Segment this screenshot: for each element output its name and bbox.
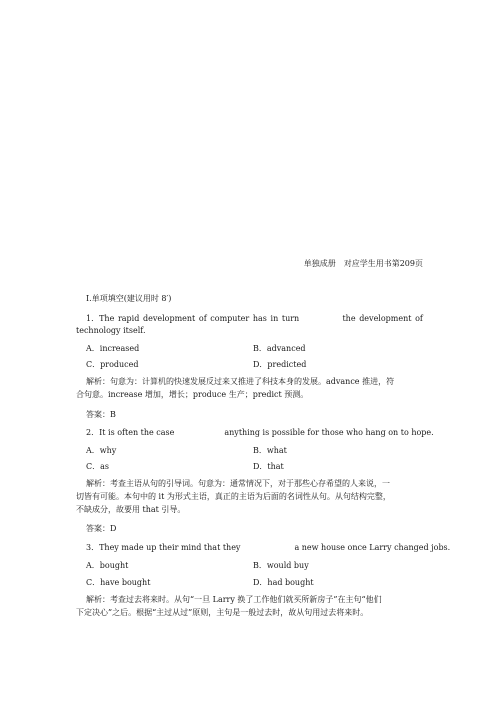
q1-analysis-line1: 解析：句意为：计算机的快速发展反过来又推进了科技本身的发展。advance 推进，符 (86, 377, 395, 386)
q1-stem-word: of (198, 314, 207, 323)
q1-answer: 答案：B (86, 410, 116, 419)
q2-option-b: B．what (253, 446, 287, 455)
q2-option-c: C．as (86, 462, 109, 471)
q1-stem-word: in (270, 314, 279, 323)
q1-stem-line1 (86, 314, 423, 324)
q1-stem-word: has (252, 314, 267, 323)
q2-answer: 答案：D (86, 524, 117, 533)
q1-answer-blank (303, 314, 339, 324)
q3-option-b: B．would buy (253, 561, 309, 570)
page-header: 单独成册 对应学生用书第209页 (303, 259, 423, 268)
q2-analysis-line1: 解析：考查主语从句的引导词。句意为：通常情况下，对于那些心存希望的人来说，一 (86, 479, 390, 488)
q1-stem-line2: technology itself. (76, 326, 146, 335)
q3-analysis-line1: 解析：考查过去将来时。从句“一旦 Larry 换了工作他们就买所新房子”在主句“他们 (86, 595, 382, 604)
q3-stem-part1: 3．They made up their mind that they (86, 543, 241, 552)
q1-analysis-line2: 合句意。increase 增加，增长；produce 生产；predict 预测。 (76, 390, 309, 399)
section-title: Ⅰ.单项填空(建议用时 8′) (86, 294, 172, 303)
q3-option-d: D．had bought (253, 578, 314, 587)
q1-option-b: B．advanced (253, 344, 306, 353)
q2-option-d: D．that (253, 462, 284, 471)
q2-stem (86, 428, 434, 438)
q2-analysis-line2: 切皆有可能。本句中的 it 为形式主语，真正的主语为后面的名词性从句。从句结构完整， (76, 492, 391, 501)
q3-analysis-line2: 下定决心”之后。根据“主过从过”原则，主句是一般过去时，故从句用过去将来时。 (76, 608, 369, 617)
q2-stem-part1: 2．It is often the case (86, 428, 175, 437)
q1-option-a: A．increased (86, 344, 140, 353)
q1-stem-word: computer (210, 314, 250, 323)
q3-option-a: A．bought (86, 561, 129, 570)
q1-stem-word: turn (281, 314, 300, 323)
q1-stem-word: the (342, 314, 356, 323)
q1-stem-word: development (142, 314, 196, 323)
q1-option-c: C．produced (86, 360, 139, 369)
q2-analysis-line3: 不缺成分，故要用 that 引导。 (76, 505, 186, 514)
q3-option-c: C．have bought (86, 578, 151, 587)
q1-stem-word: 1．The (86, 314, 115, 323)
q1-stem-word: development (359, 314, 412, 323)
q2-stem-part2: anything is possible for those who hang on to hope. (224, 428, 434, 437)
q3-stem-part2: a new house once Larry changed jobs. (294, 543, 451, 552)
q2-option-a: A．why (86, 446, 117, 455)
q1-stem-word: of (415, 314, 423, 323)
q1-option-d: D．predicted (253, 360, 307, 369)
q1-stem-word: rapid (117, 314, 140, 323)
q3-stem (86, 543, 450, 553)
